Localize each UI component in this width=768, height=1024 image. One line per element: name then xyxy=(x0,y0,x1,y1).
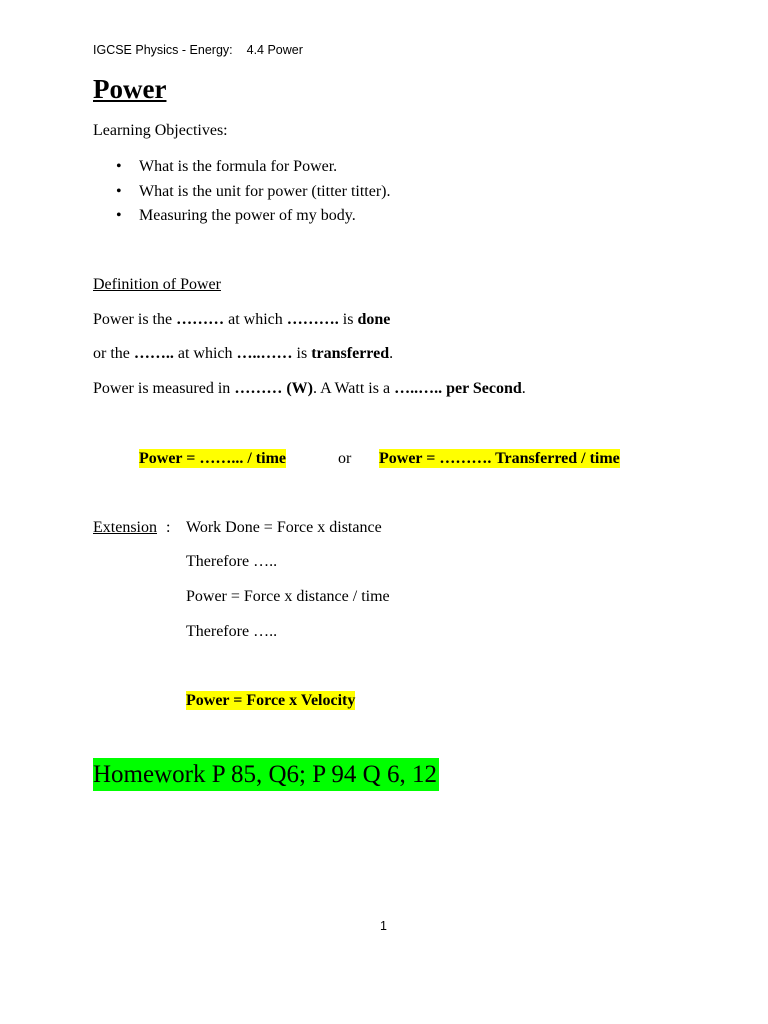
extension-colon: : xyxy=(166,519,171,536)
list-item: • What is the unit for power (titter titter). xyxy=(116,182,391,200)
homework-banner: Homework P 85, Q6; P 94 Q 6, 12 xyxy=(93,758,439,791)
definition-heading: Definition of Power xyxy=(93,276,221,293)
definition-line-3: Power is measured in ……… (W). A Watt is a …..….. per Second. xyxy=(93,380,526,397)
formula-power-energy: Power = ………. Transferred / time xyxy=(379,450,620,467)
extension-line: Power = Force x distance / time xyxy=(186,588,390,605)
definition-line-1: Power is the ……… at which ………. is done xyxy=(93,311,391,328)
formula-power-work: Power = ……... / time xyxy=(139,450,287,467)
extension-label: Extension xyxy=(93,519,157,536)
page-title: Power xyxy=(93,74,167,104)
objectives-list xyxy=(116,157,390,231)
page-number: 1 xyxy=(380,919,387,933)
list-item: • What is the formula for Power. xyxy=(116,158,338,175)
formula-or: or xyxy=(338,450,352,467)
header-topic: 4.4 Power xyxy=(246,43,303,57)
bullet-icon: • xyxy=(116,158,122,175)
definition-line-2: or the …….. at which …..…… is transferred. xyxy=(93,345,394,362)
list-item: • Measuring the power of my body. xyxy=(116,207,356,224)
objectives-label: Learning Objectives: xyxy=(93,122,228,139)
extension-line: Therefore ….. xyxy=(186,553,278,570)
bullet-icon: • xyxy=(116,182,122,200)
extension-line: Therefore ….. xyxy=(186,623,278,640)
header-subject: IGCSE Physics - Energy: xyxy=(93,43,233,57)
page-header xyxy=(93,43,303,57)
bullet-icon: • xyxy=(116,207,122,224)
extension-line: Work Done = Force x distance xyxy=(186,519,382,536)
formula-force-velocity: Power = Force x Velocity xyxy=(186,692,356,709)
